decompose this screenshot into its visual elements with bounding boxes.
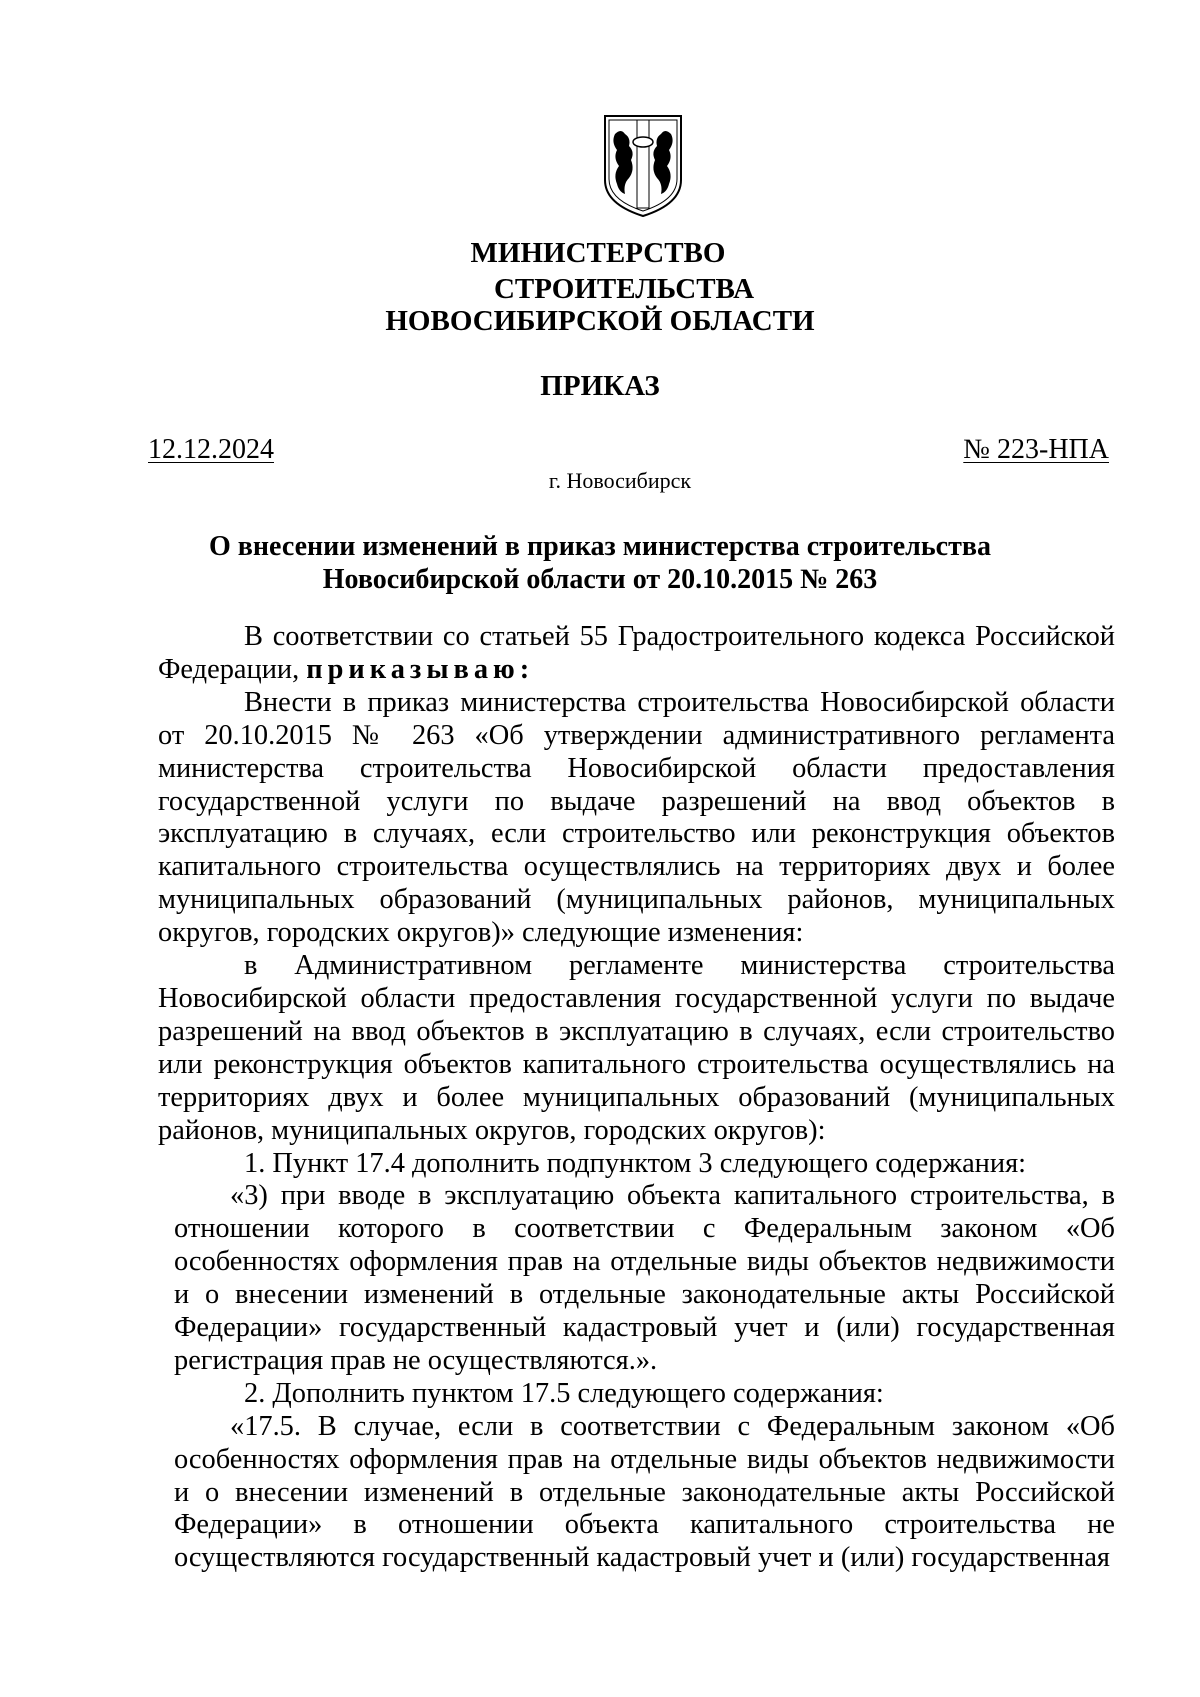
body-paragraph: Внести в приказ министерства строительства Новосибирской области от 20.10.2015 № 263 «Об утверждении административного регламента министерства строительства Новосибирской области предоставления государственной услуги по выдаче разрешений на ввод объектов в эксплуатацию в случаях, если строительство или реконструкция объектов капитального строительства осуществлялись на территориях двух и более муниципальных образований (муниципальных районов, муниципальных округов, городских округов)» следующие изменения: — [158, 686, 1115, 949]
document-body — [158, 621, 1115, 1575]
document-title-line-2: Новосибирской области от 20.10.2015 № 263 — [322, 564, 878, 595]
org-name-line-1: МИНИСТЕРСТВО — [470, 237, 726, 269]
body-paragraph-item-1: 1. Пункт 17.4 дополнить подпунктом 3 следующего содержания: — [244, 1147, 1027, 1179]
body-quote: «17.5. В случае, если в соответствии с Федеральным законом «Об особенностях оформления прав на отдельные виды объектов недвижимости и о внесении изменений в отдельные законодательные акты Российской Федерации» в отношении объекта капитального строительства не осуществляются государственный кадастровый учет и (или) государственная — [174, 1410, 1115, 1574]
preamble-text: В соответствии со статьей 55 Градостроительного кодекса Российской Федерации, — [158, 621, 1115, 685]
coat-of-arms-icon — [601, 112, 685, 219]
body-paragraph-preamble — [158, 621, 1115, 687]
body-paragraph-item-2: 2. Дополнить пунктом 17.5 следующего содержания: — [244, 1377, 884, 1409]
document-city: г. Новосибирск — [548, 468, 692, 493]
org-name-line-2: СТРОИТЕЛЬСТВА — [493, 273, 755, 305]
document-date: 12.12.2024 — [148, 434, 274, 465]
order-keyword: приказываю: — [306, 653, 535, 685]
document-type: ПРИКАЗ — [540, 370, 660, 402]
body-paragraph: в Административном регламенте министерства строительства Новосибирской области предоставления государственной услуги по выдаче разрешений на ввод объектов в эксплуатацию в случаях, если строительство или реконструкция объектов капитального строительства осуществлялись на территориях двух и более муниципальных образований (муниципальных районов, муниципальных округов, городских округов): — [158, 950, 1115, 1146]
org-name-line-3: НОВОСИБИРСКОЙ ОБЛАСТИ — [385, 305, 815, 337]
document-number: № 223-НПА — [963, 434, 1109, 465]
body-quote: «3) при вводе в эксплуатацию объекта капитального строительства, в отношении которого в соответствии с Федеральным законом «Об особенностях оформления прав на отдельные виды объектов недвижимости и о внесении изменений в отдельные законодательные акты Российской Федерации» государственный кадастровый учет и (или) государственная регистрация прав не осуществляются.». — [174, 1180, 1115, 1376]
document-title-line-1: О внесении изменений в приказ министерства строительства — [209, 531, 991, 562]
